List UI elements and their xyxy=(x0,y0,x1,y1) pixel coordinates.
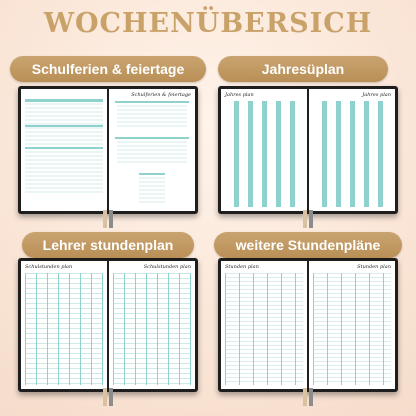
page-heading: Jahres plan xyxy=(225,92,254,98)
left-page xyxy=(221,89,307,211)
planner-book xyxy=(218,86,398,214)
page-heading-right: Schulstunden plan xyxy=(143,264,191,270)
planner-book xyxy=(18,86,198,214)
bookmark-ribbons xyxy=(103,210,113,228)
right-page xyxy=(309,261,395,389)
bookmark-ribbons xyxy=(303,210,313,228)
bookmark-ribbons xyxy=(303,388,313,406)
planner-book xyxy=(218,258,398,392)
left-page xyxy=(21,89,107,211)
panel-label-pill: weitere Stundenpläne xyxy=(214,232,402,258)
right-page xyxy=(109,89,195,211)
panel-schulferien xyxy=(18,56,198,216)
panel-jahresplan xyxy=(218,56,398,216)
panel-label-pill: Jahresüplan xyxy=(218,56,388,82)
page-heading: Stunden plan xyxy=(225,264,259,270)
page-heading: Schulstunden plan xyxy=(25,264,73,270)
panel-label-pill: Schulferien & feiertage xyxy=(10,56,206,82)
page-heading: Schulferien & feiertage xyxy=(131,92,191,98)
page-heading-right: Jahres plan xyxy=(362,92,391,98)
bookmark-ribbons xyxy=(103,388,113,406)
right-page xyxy=(109,261,195,389)
panel-lehrer-stundenplan xyxy=(18,232,198,402)
right-page xyxy=(309,89,395,211)
left-page xyxy=(21,261,107,389)
panel-label-pill: Lehrer stundenplan xyxy=(22,232,194,258)
page-heading-right: Stunden plan xyxy=(357,264,391,270)
left-page xyxy=(221,261,307,389)
planner-book xyxy=(18,258,198,392)
page-title: WOCHENÜBERSICH xyxy=(43,8,373,39)
panel-weitere-stundenplaene xyxy=(218,232,398,402)
